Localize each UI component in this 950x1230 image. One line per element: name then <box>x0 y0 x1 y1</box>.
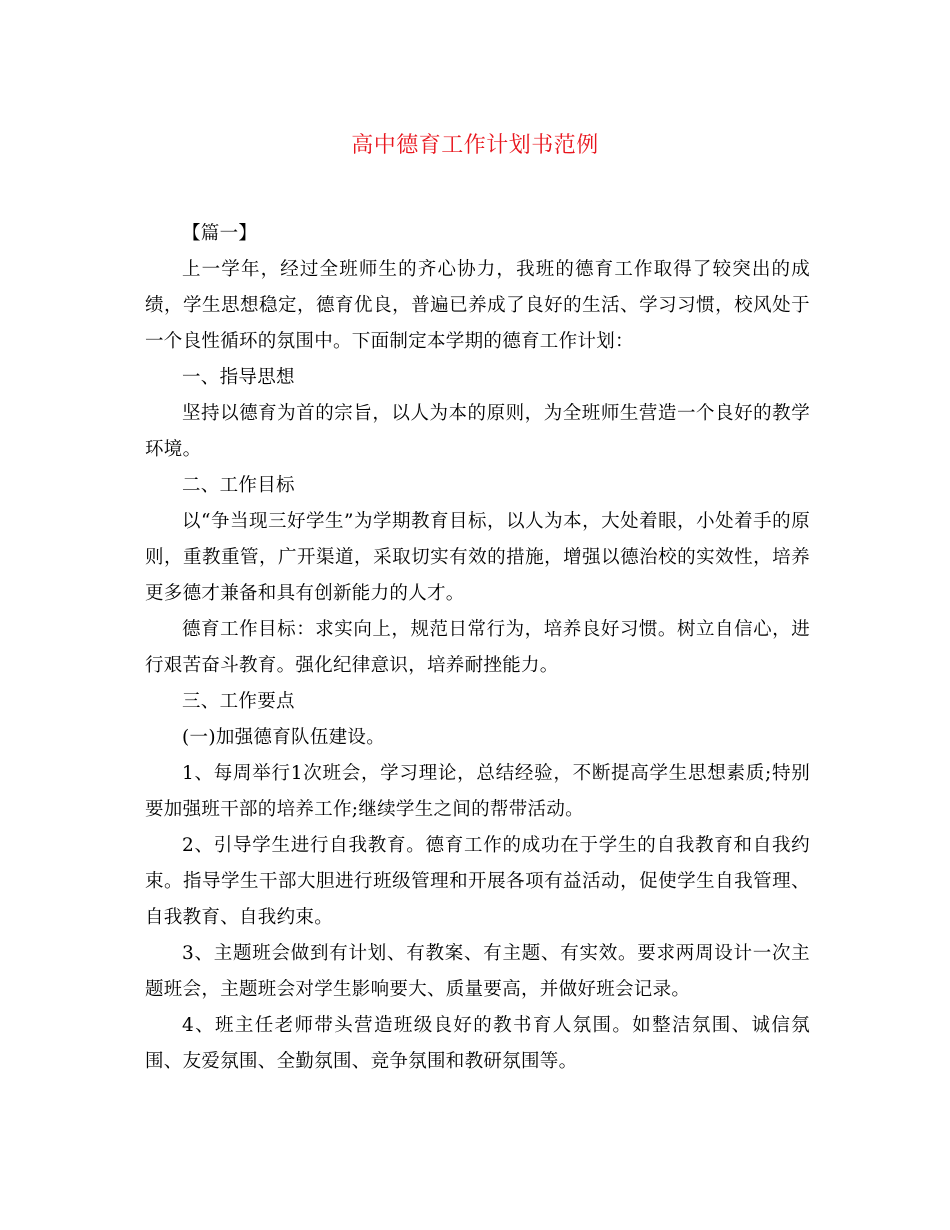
list-item-2: 2、引导学生进行自我教育。德育工作的成功在于学生的自我教育和自我约束。指导学生干部大胆进行班级管理和开展各项有益活动，促使学生自我管理、自我教育、自我约束。 <box>145 835 810 928</box>
heading-work-points: 三、工作要点 <box>182 691 295 712</box>
heading-work-goals: 二、工作目标 <box>182 475 295 496</box>
document-title: 高中德育工作计划书范例 <box>351 133 599 158</box>
moral-education-goals-paragraph: 德育工作目标：求实向上，规范日常行为，培养良好习惯。树立自信心，进行艰苦奋斗教育。强化纪律意识，培养耐挫能力。 <box>145 619 810 676</box>
list-item-3: 3、主题班会做到有计划、有教案、有主题、有实效。要求两周设计一次主题班会，主题班会对学生影响要大、质量要高，并做好班会记录。 <box>145 943 810 1000</box>
document-body <box>145 216 810 1080</box>
list-item-4: 4、班主任老师带头营造班级良好的教书育人氛围。如整洁氛围、诚信氛围、友爱氛围、全勤氛围、竞争氛围和教研氛围等。 <box>145 1015 810 1072</box>
list-item-1: 1、每周举行1次班会，学习理论，总结经验，不断提高学生思想素质;特别要加强班干部的培养工作;继续学生之间的帮带活动。 <box>145 763 810 820</box>
subheading-team-building: (一)加强德育队伍建设。 <box>182 727 386 748</box>
heading-guiding-ideology: 一、指导思想 <box>182 367 295 388</box>
work-goals-paragraph: 以“争当现三好学生”为学期教育目标，以人为本，大处着眼，小处着手的原则，重教重管，广开渠道，采取切实有效的措施，增强以德治校的实效性，培养更多德才兼备和具有创新能力的人才。 <box>145 511 810 604</box>
intro-paragraph: 上一学年，经过全班师生的齐心协力，我班的德育工作取得了较突出的成绩，学生思想稳定，德育优良，普遍已养成了良好的生活、学习习惯，校风处于一个良性循环的氛围中。下面制定本学期的德育工作计划： <box>145 259 810 352</box>
section-heading-part-one: 【篇一】 <box>182 223 258 244</box>
guiding-ideology-paragraph: 坚持以德育为首的宗旨，以人为本的原则，为全班师生营造一个良好的教学环境。 <box>145 403 810 460</box>
